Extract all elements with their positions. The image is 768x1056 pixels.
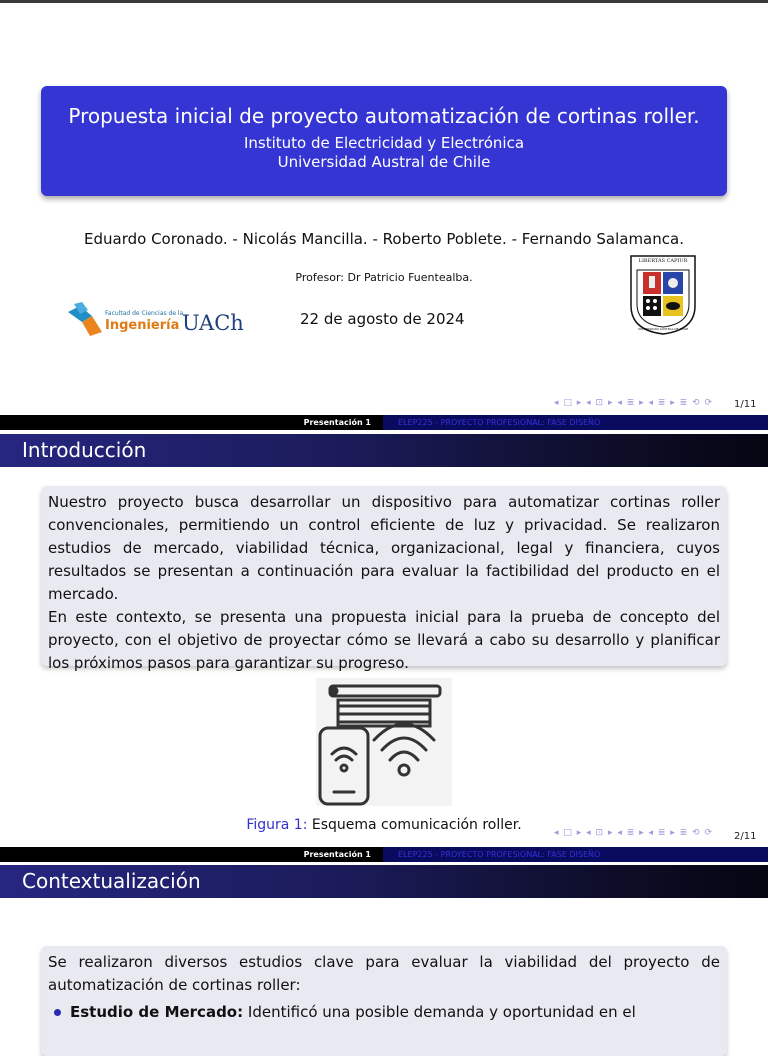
list-item-text: Identificó una posible demanda y oportunidad en el (243, 1003, 636, 1021)
list-item (70, 1001, 720, 1024)
figure-label: Figura 1: (246, 817, 308, 833)
beamer-navigation[interactable]: ◂ □ ▸ ◂ ⊡ ▸ ◂ ≣ ▸ ◂ ≣ ▸ ≣ ⟲ ⟳ (554, 828, 713, 838)
title-block (41, 86, 727, 196)
footer-course: ELEP225 - PROYECTO PROFESIONAL: FASE DISEÑO (383, 415, 768, 430)
presentation-date: 22 de agosto de 2024 (300, 310, 465, 328)
uach-engineering-logo (68, 302, 246, 338)
seal-motto: LIBERTAS CAPIUR (638, 258, 688, 264)
university-seal (628, 254, 698, 336)
section-title-contextualizacion: Contextualización (0, 865, 768, 898)
page-number: 1/11 (734, 399, 757, 410)
figure-caption-text: Esquema comunicación roller. (311, 817, 522, 833)
institute-line: Instituto de Electricidad y Electrónica (243, 134, 525, 152)
title-slide (0, 0, 768, 414)
roller-communication-figure (316, 678, 452, 806)
footer-presentation: Presentación 1 (303, 850, 371, 859)
presentation-title: Propuesta inicial de proyecto automatización de cortinas roller. (68, 104, 700, 128)
context-list (48, 1001, 720, 1024)
intro-paragraph-1: Nuestro proyecto busca desarrollar un dispositivo para automatizar cortinas roller convencionales, permitiendo un control eficiente de luz y privacidad. Se realizaron estudios de mercado, viabilidad técnica, organizacional, legal y financiera, cuyos resultados se presentan a continuación para evaluar la factibilidad del producto en el mercado. (48, 493, 720, 603)
university-line: Universidad Austral de Chile (277, 153, 491, 171)
footer-presentation: Presentación 1 (303, 418, 371, 427)
footer-bar (0, 847, 768, 862)
logo-main-text: Ingeniería (105, 318, 180, 333)
professor: Profesor: Dr Patricio Fuentealba. (295, 271, 473, 284)
intro-block (41, 486, 727, 672)
authors: Eduardo Coronado. - Nicolás Mancilla. - Roberto Poblete. - Fernando Salamanca. (84, 230, 684, 248)
context-block (41, 946, 727, 1056)
footer-bar (0, 415, 768, 430)
intro-paragraph-2: En este contexto, se presenta una propuesta inicial para la prueba de concepto del proyecto, con el objetivo de proyectar cómo se llevará a cabo su desarrollo y planificar los próximos pasos para garantizar su progreso. (48, 608, 720, 672)
context-intro: Se realizaron diversos estudios clave para evaluar la viabilidad del proyecto de automatización de cortinas roller: (48, 953, 720, 994)
logo-brand-text: UACh (182, 311, 244, 335)
page-number: 2/11 (734, 831, 757, 842)
footer-course: ELEP225 - PROYECTO PROFESIONAL: FASE DISEÑO (383, 847, 768, 862)
logo-small-text: Facultad de Ciencias de la (105, 310, 184, 317)
list-item-bold: Estudio de Mercado: (70, 1003, 244, 1021)
seal-ring-text: UNIVERSIDAD AUSTRAL DE CHILE (638, 327, 688, 331)
beamer-navigation[interactable]: ◂ □ ▸ ◂ ⊡ ▸ ◂ ≣ ▸ ◂ ≣ ▸ ≣ ⟲ ⟳ (554, 398, 713, 408)
section-title-introduccion: Introducción (0, 434, 768, 467)
